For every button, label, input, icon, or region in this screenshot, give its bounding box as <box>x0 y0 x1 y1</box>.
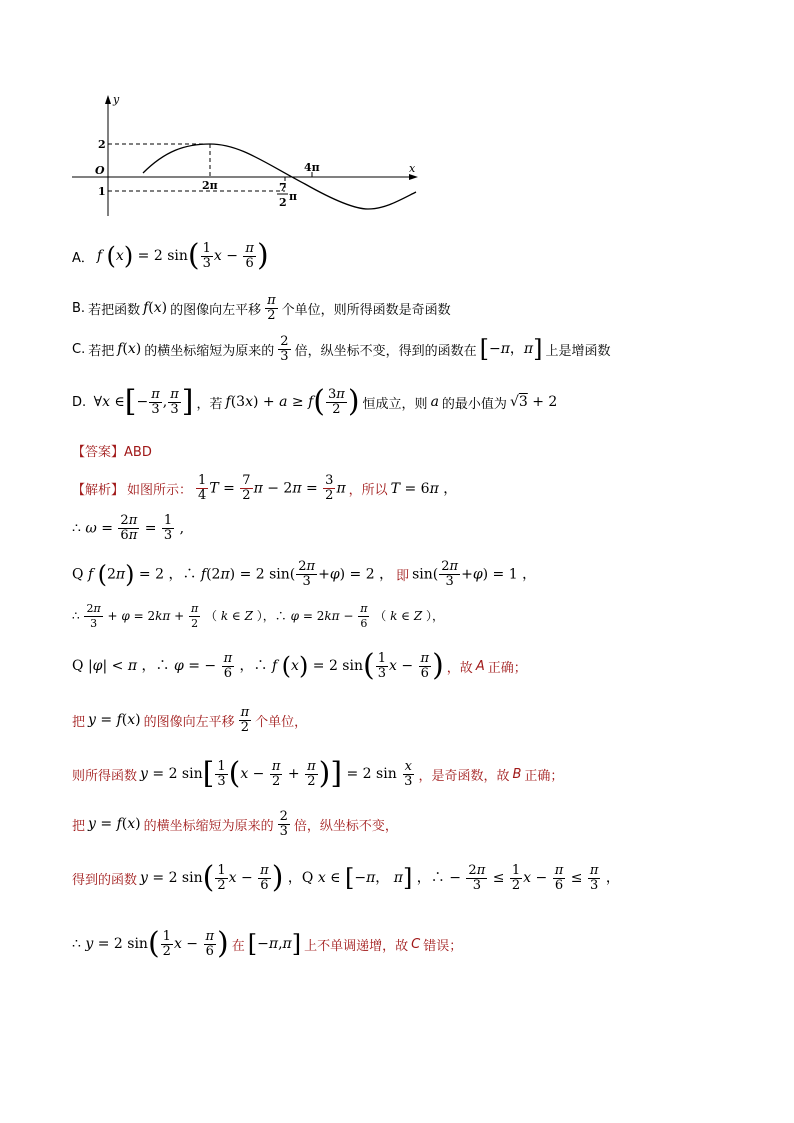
solution-line5-eq: Q |φ| < π ，∴ φ = − $\frac{\pi}{6}$ ，∴ f (x) = 2 sin( $\frac{1}{3}$ x − $\frac{\pi}{6}$ ) <box>72 648 444 683</box>
solution-line9-b: 的横坐标缩短为原来的 <box>143 818 274 834</box>
x-axis-label: x <box>409 162 416 175</box>
option-d-a: a <box>430 394 439 410</box>
solution-line8-c: 正确； <box>524 768 564 784</box>
solution-line7-frac: $\frac{\pi}{2}$ <box>240 704 250 735</box>
option-a-letter: A． <box>72 250 94 266</box>
solution-line-7 <box>72 754 563 794</box>
tick-y-1: 1 <box>98 185 106 198</box>
solution-line-1 <box>72 470 457 506</box>
solution-line9-c: 倍，纵坐标不变， <box>293 818 398 834</box>
option-d-letter: D. <box>72 394 87 410</box>
solution-label: 【解析】 <box>72 482 125 498</box>
solution-line7-c: 个单位， <box>255 714 308 730</box>
tick-x-4pi: 4π <box>304 161 320 174</box>
solution-line10-a: 得到的函数 <box>72 872 138 888</box>
option-b-fx: f(x) <box>143 300 168 316</box>
solution-letter-b: B <box>512 766 522 782</box>
option-b-text1: 若把函数 <box>88 302 141 318</box>
solution-omega: ∴ ω = $\frac{2\pi}{6\pi}$ = $\frac{1}{3}$ , <box>72 512 185 543</box>
option-d-value: √3 + 2 <box>509 394 558 410</box>
option-a <box>72 238 269 274</box>
y-axis-label: y <box>113 93 120 106</box>
y-axis-arrow <box>105 95 111 104</box>
option-a-formula: f (x) = 2 sin( $\frac{1}{3}$ x − $\frac{\pi}{6}$ ) <box>96 238 269 273</box>
answer-line <box>72 441 152 460</box>
solution-line-6 <box>72 702 307 738</box>
solution-line11-c: 错误； <box>423 938 463 954</box>
answer-label: 【答案】 <box>72 445 125 460</box>
option-c-text3: 倍，纵坐标不变，得到的函数在 <box>294 343 477 359</box>
solution-letter-c: C <box>411 936 421 952</box>
solution-line9-a: 把 <box>72 818 86 834</box>
option-c-letter: C. <box>72 341 86 357</box>
solution-line10-eq: y = 2 sin( $\frac{1}{2}$ x − $\frac{\pi}{6}$ ) ，Q x ∈ [−π， π] ，∴ − $\frac{2\pi}{3}$ ≤ $\frac{1}{2}$ x − $\frac{\pi}{6}$ ≤ $\frac{\pi}{3}$ ， <box>140 860 620 895</box>
solution-line8-a: 则所得函数 <box>72 768 138 784</box>
tick-x-2pi: 2π <box>202 179 218 192</box>
option-c-text1: 若把 <box>88 343 115 359</box>
option-b-frac: $\frac{\pi}{2}$ <box>267 292 276 323</box>
option-c-text4: 上是增函数 <box>545 343 611 359</box>
k-in-z-2: k ∈ Z <box>390 608 423 623</box>
solution-line11-interval: [−π,π] <box>247 930 302 958</box>
solution-line1-eq: $\frac{1}{4}$ T = $\frac{7}{2}$ π − 2π = $\frac{3}{2}$ π <box>198 472 346 503</box>
solution-line6-a: ，故 <box>446 660 473 676</box>
solution-line-2 <box>72 510 184 546</box>
solution-line4-eq: ∴ $\frac{2\pi}{3}$ + φ = 2kπ + $\frac{\pi}{2}$ （ k ∈ Z ），∴ φ = 2kπ − $\frac{\pi}{6}$ （ k ∈ Z ）， <box>72 601 445 630</box>
solution-line1-b: ，所以 <box>348 482 388 498</box>
solution-line11-b: 上不单调递增，故 <box>304 938 409 954</box>
solution-line-5 <box>72 646 527 686</box>
sine-graph <box>60 88 430 223</box>
option-b <box>72 290 451 326</box>
option-d-ineq: f(3x) + a ≥ f( $\frac{3\pi}{2}$ ) <box>225 384 360 419</box>
option-b-text3: 个单位，则所得函数是奇函数 <box>281 302 451 318</box>
solution-line-9 <box>72 858 620 898</box>
option-c <box>72 331 610 367</box>
solution-line1-a: 如图所示： <box>127 482 193 498</box>
tick-x-7-2pi-pi: π <box>289 190 298 203</box>
solution-line-3 <box>72 556 536 592</box>
option-b-letter: B. <box>72 300 86 316</box>
solution-line6-b: 正确； <box>487 660 527 676</box>
option-d-text3: 的最小值为 <box>441 396 507 412</box>
solution-line3-eq2: sin( $\frac{2\pi}{3}$ +φ) = 1 ， <box>412 558 537 589</box>
solution-line-8 <box>72 806 398 842</box>
tick-x-7-2pi-den: 2 <box>279 196 287 209</box>
solution-line11-a: 在 <box>231 938 245 954</box>
solution-line1-t: T = 6π ， <box>390 481 458 497</box>
tick-y-2: 2 <box>98 138 106 151</box>
option-b-text2: 的图像向左平移 <box>170 302 262 318</box>
solution-line8-b: ，是奇函数，故 <box>418 768 510 784</box>
k-in-z-1: k ∈ Z <box>220 608 253 623</box>
solution-letter-a: A <box>475 658 485 674</box>
solution-line8-eq: y = 2 sin[ $\frac{1}{3}$ (x − $\frac{\pi}{2}$ + $\frac{\pi}{2}$ )] = 2 sin $\frac{x}{3}$ <box>140 756 413 791</box>
option-d-text1: ，若 <box>196 396 223 412</box>
origin-label: O <box>95 164 105 177</box>
solution-line3-eq: Q f (2π) = 2 ，∴ f(2π) = 2 sin( $\frac{2\pi}{3}$ +φ) = 2 ， <box>72 558 394 589</box>
solution-line11-eq: ∴ y = 2 sin( $\frac{1}{2}$ x − $\frac{\pi}{6}$ ) <box>72 926 229 961</box>
option-d-text2: 恒成立，则 <box>362 396 428 412</box>
tick-x-7-2pi-num: 7 <box>279 181 287 194</box>
solution-line7-a: 把 <box>72 714 86 730</box>
option-c-text2: 的横坐标缩短为原来的 <box>144 343 275 359</box>
solution-line7-b: 的图像向左平移 <box>143 714 235 730</box>
option-d-domain: ∀x ∈[− $\frac{\pi}{3}$ , $\frac{\pi}{3}$ ] <box>89 384 194 419</box>
solution-line-4 <box>72 598 444 634</box>
solution-line9-fx: y = f(x) <box>88 816 141 832</box>
option-c-interval: [−π，π] <box>479 335 543 363</box>
solution-line4-a: 即 <box>396 568 410 584</box>
solution-line-10 <box>72 924 462 964</box>
option-c-frac: $\frac{2}{3}$ <box>280 333 289 364</box>
solution-line7-fx: y = f(x) <box>88 712 141 728</box>
option-d <box>72 382 557 422</box>
solution-line9-frac: $\frac{2}{3}$ <box>279 808 288 839</box>
answer-value: ABD <box>124 445 152 460</box>
option-c-fx: f(x) <box>117 341 142 357</box>
